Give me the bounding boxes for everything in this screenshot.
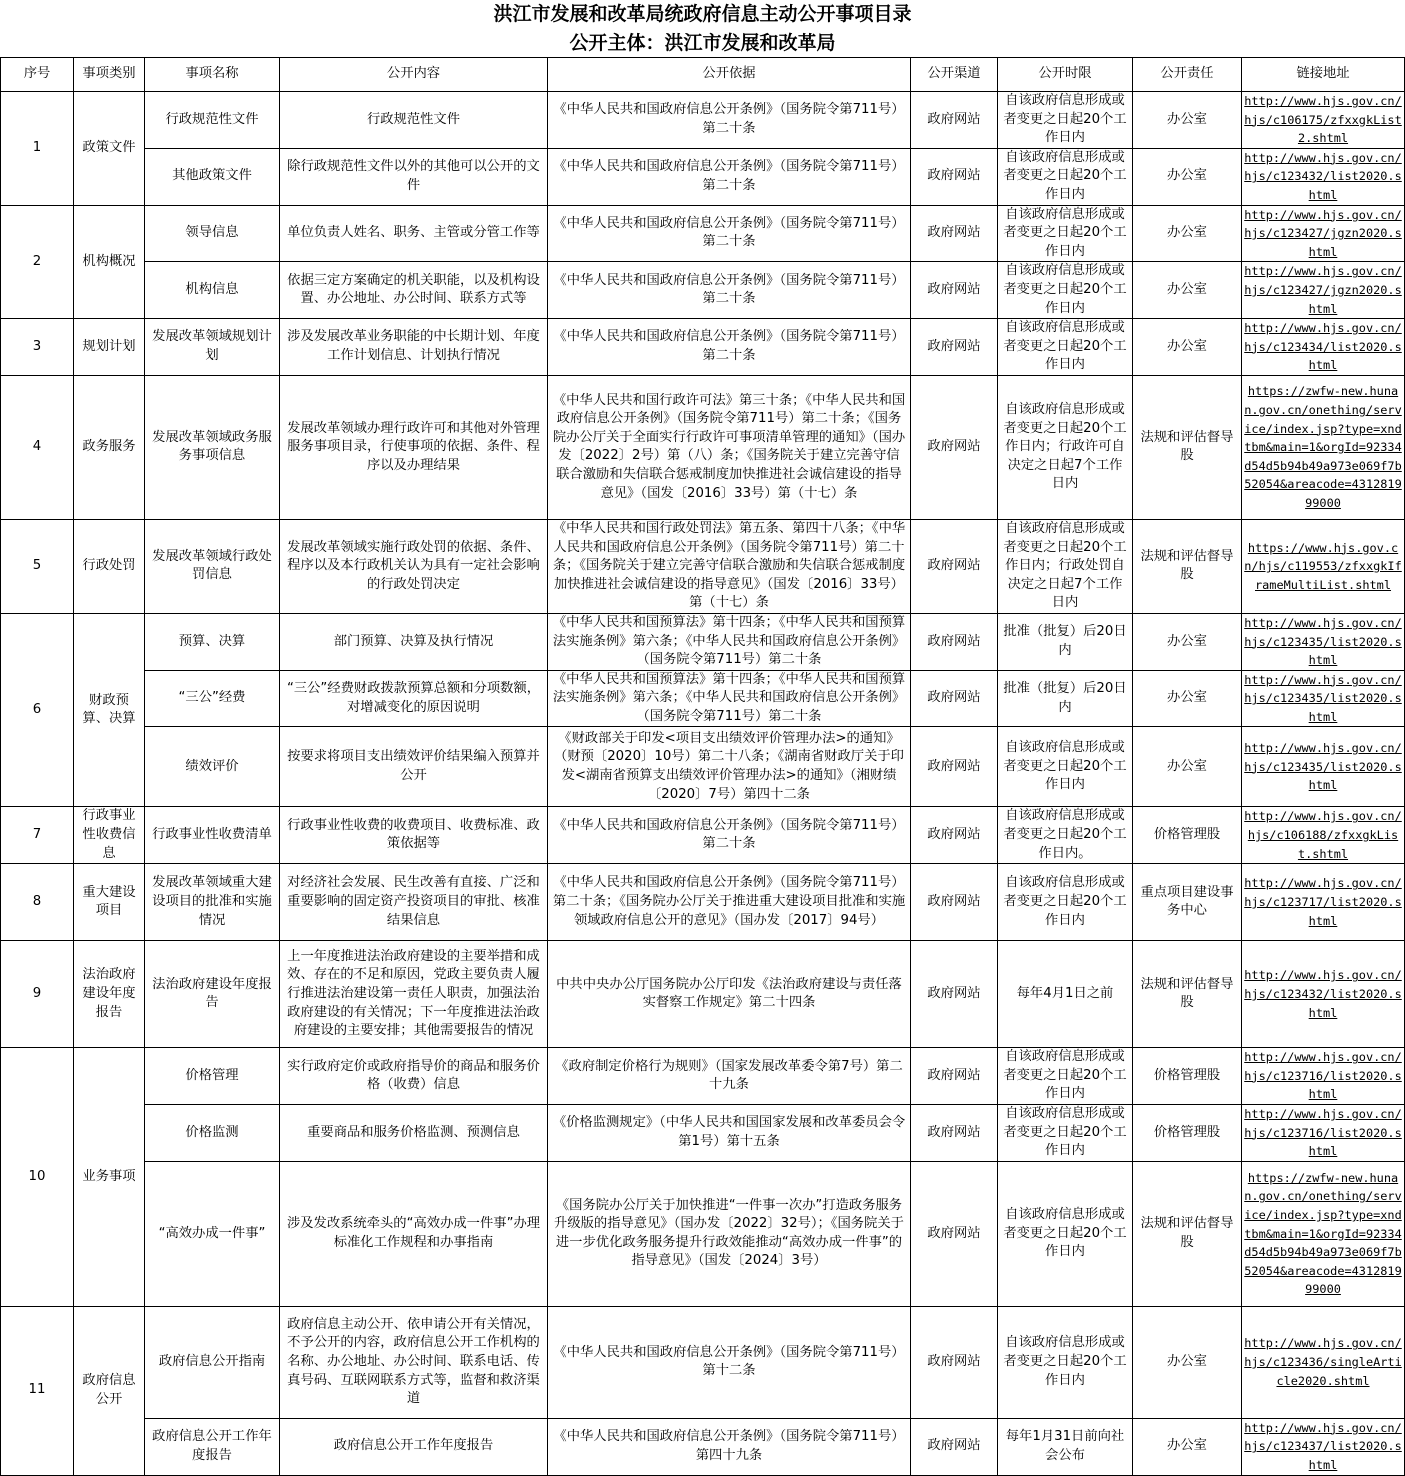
cell-channel: 政府网站 bbox=[911, 262, 998, 319]
cell-time-limit: 自该政府信息形成或者变更之日起20个工作日内 bbox=[998, 1105, 1133, 1162]
table-row bbox=[1, 727, 1405, 807]
cell-responsible: 法规和评估督导股 bbox=[1133, 941, 1242, 1048]
cell-basis: 《中华人民共和国政府信息公开条例》（国务院令第711号）第二十条；《国务院办公厅关于推进重大建设项目批准和实施领域政府信息公开的意见》（国办发〔2017〕94号） bbox=[548, 864, 911, 941]
cell-content: 部门预算、决算及执行情况 bbox=[280, 613, 548, 670]
cell-basis: 《中华人民共和国行政处罚法》第五条、第四十八条；《中华人民共和国政府信息公开条例》（国务院令第711号）第二十条；《国务院关于建立完善守信联合激励和失信联合惩戒制度加快推进社会诚信建设的指导意见》（国发〔2016〕33号）第（十七）条 bbox=[548, 519, 911, 613]
table-row bbox=[1, 1048, 1405, 1105]
link-url[interactable]: https://zwfw-new.hunan.gov.cn/onething/service/index.jsp?type=xndtbm&main=1&orgId=92334d54d5b94b49a973e069f7b52054&areacode=431281999000 bbox=[1244, 1170, 1402, 1297]
cell-link bbox=[1242, 864, 1405, 941]
link-url[interactable]: http://www.hjs.gov.cn/hjs/c123436/singleArticle2020.shtml bbox=[1244, 1336, 1402, 1388]
cell-responsible: 价格管理股 bbox=[1133, 1105, 1242, 1162]
cell-responsible: 法规和评估督导股 bbox=[1133, 1161, 1242, 1306]
table-row bbox=[1, 613, 1405, 670]
page-title: 洪江市发展和改革局统政府信息主动公开事项目录 bbox=[493, 3, 912, 25]
cell-item-name: 发展改革领域重大建设项目的批准和实施情况 bbox=[145, 864, 280, 941]
cell-no: 9 bbox=[1, 941, 74, 1048]
link-url[interactable]: http://www.hjs.gov.cn/hjs/c123716/list2020.shtml bbox=[1244, 1050, 1402, 1102]
cell-basis: 《中华人民共和国政府信息公开条例》（国务院令第711号）第二十条 bbox=[548, 262, 911, 319]
table-row bbox=[1, 205, 1405, 262]
cell-no: 2 bbox=[1, 205, 74, 319]
cell-content: “三公”经费财政拨款预算总额和分项数额，对增减变化的原因说明 bbox=[280, 670, 548, 727]
cell-responsible: 重点项目建设事务中心 bbox=[1133, 864, 1242, 941]
link-url[interactable]: https://www.hjs.gov.cn/hjs/c119553/zfxxgkIframeMultiList.shtml bbox=[1244, 540, 1402, 592]
cell-item-name: 预算、决算 bbox=[145, 613, 280, 670]
table-row bbox=[1, 375, 1405, 519]
cell-no: 6 bbox=[1, 613, 74, 807]
header-item-name: 事项名称 bbox=[145, 58, 280, 92]
cell-responsible: 办公室 bbox=[1133, 613, 1242, 670]
header-link: 链接地址 bbox=[1242, 58, 1405, 92]
link-url[interactable]: http://www.hjs.gov.cn/hjs/c106175/zfxxgkList2.shtml bbox=[1244, 94, 1402, 146]
cell-basis: 中共中央办公厅国务院办公厅印发《法治政府建设与责任落实督察工作规定》第二十四条 bbox=[548, 941, 911, 1048]
link-url[interactable]: https://zwfw-new.hunan.gov.cn/onething/service/index.jsp?type=xndtbm&main=1&orgId=92334d54d5b94b49a973e069f7b52054&areacode=431281999000 bbox=[1244, 384, 1402, 510]
cell-content: 涉及发展改革业务职能的中长期计划、年度工作计划信息、计划执行情况 bbox=[280, 319, 548, 376]
cell-time-limit: 批准（批复）后20日内 bbox=[998, 670, 1133, 727]
cell-responsible: 价格管理股 bbox=[1133, 1048, 1242, 1105]
cell-content: 除行政规范性文件以外的其他可以公开的文件 bbox=[280, 148, 548, 205]
link-url[interactable]: http://www.hjs.gov.cn/hjs/c106188/zfxxgkList.shtml bbox=[1244, 809, 1402, 861]
cell-channel: 政府网站 bbox=[911, 148, 998, 205]
cell-item-name: 价格监测 bbox=[145, 1105, 280, 1162]
table-row bbox=[1, 519, 1405, 613]
header-no: 序号 bbox=[1, 58, 74, 92]
cell-no: 5 bbox=[1, 519, 74, 613]
table-row bbox=[1, 262, 1405, 319]
header-content: 公开内容 bbox=[280, 58, 548, 92]
cell-channel: 政府网站 bbox=[911, 375, 998, 519]
cell-basis: 《国务院办公厅关于加快推进“一件事一次办”打造政务服务升级版的指导意见》（国办发〔2022〕32号）；《国务院关于进一步优化政务服务提升行政效能推动“高效办成一件事”的指导意见》（国发〔2024〕3号） bbox=[548, 1161, 911, 1306]
cell-content: 涉及发改系统牵头的“高效办成一件事”办理标准化工作规程和办事指南 bbox=[280, 1161, 548, 1306]
cell-link bbox=[1242, 613, 1405, 670]
cell-category: 政府信息公开 bbox=[74, 1306, 145, 1475]
cell-time-limit: 自该政府信息形成或者变更之日起20个工作日内 bbox=[998, 205, 1133, 262]
table-row bbox=[1, 1105, 1405, 1162]
table-row bbox=[1, 670, 1405, 727]
cell-no: 8 bbox=[1, 864, 74, 941]
cell-responsible: 法规和评估督导股 bbox=[1133, 519, 1242, 613]
cell-link bbox=[1242, 319, 1405, 376]
cell-responsible: 办公室 bbox=[1133, 205, 1242, 262]
cell-no: 1 bbox=[1, 92, 74, 206]
link-url[interactable]: http://www.hjs.gov.cn/hjs/c123435/list2020.shtml bbox=[1244, 615, 1402, 668]
cell-channel: 政府网站 bbox=[911, 1418, 998, 1475]
cell-category: 政策文件 bbox=[74, 92, 145, 206]
cell-item-name: 政府信息公开工作年度报告 bbox=[145, 1418, 280, 1475]
cell-link bbox=[1242, 807, 1405, 864]
link-url[interactable]: http://www.hjs.gov.cn/hjs/c123427/jgzn2020.shtml bbox=[1244, 264, 1402, 316]
cell-item-name: 价格管理 bbox=[145, 1048, 280, 1105]
link-url[interactable]: http://www.hjs.gov.cn/hjs/c123717/list2020.shtml bbox=[1244, 876, 1402, 928]
cell-link bbox=[1242, 205, 1405, 262]
page-subtitle: 公开主体：洪江市发展和改革局 bbox=[569, 32, 836, 54]
cell-category: 规划计划 bbox=[74, 319, 145, 376]
table-row bbox=[1, 319, 1405, 376]
title-block bbox=[0, 0, 1405, 57]
link-url[interactable]: http://www.hjs.gov.cn/hjs/c123435/list2020.shtml bbox=[1244, 672, 1402, 724]
cell-category: 法治政府建设年度报告 bbox=[74, 941, 145, 1048]
cell-item-name: 领导信息 bbox=[145, 205, 280, 262]
cell-time-limit: 自该政府信息形成或者变更之日起20个工作日内；行政处罚自决定之日起7个工作日内 bbox=[998, 519, 1133, 613]
table-row bbox=[1, 941, 1405, 1048]
cell-basis: 《中华人民共和国行政许可法》第三十条；《中华人民共和国政府信息公开条例》（国务院令第711号）第二十条；《国务院办公厅关于全面实行行政许可事项清单管理的通知》（国办发〔2022〕2号）第（八）条；《国务院关于建立完善守信联合激励和失信联合惩戒制度加快推进社会诚信建设的指导意见》（国发〔2016〕33号）第（十七）条 bbox=[548, 375, 911, 519]
cell-item-name: “三公”经费 bbox=[145, 670, 280, 727]
cell-basis: 《中华人民共和国政府信息公开条例》（国务院令第711号）第四十九条 bbox=[548, 1418, 911, 1475]
catalog-table bbox=[0, 57, 1405, 1476]
table-row bbox=[1, 1418, 1405, 1475]
cell-responsible: 价格管理股 bbox=[1133, 807, 1242, 864]
cell-channel: 政府网站 bbox=[911, 205, 998, 262]
cell-channel: 政府网站 bbox=[911, 1105, 998, 1162]
cell-category: 重大建设项目 bbox=[74, 864, 145, 941]
cell-link bbox=[1242, 670, 1405, 727]
cell-no: 10 bbox=[1, 1048, 74, 1307]
header-responsible: 公开责任 bbox=[1133, 58, 1242, 92]
cell-category: 政务服务 bbox=[74, 375, 145, 519]
link-url[interactable]: http://www.hjs.gov.cn/hjs/c123434/list2020.shtml bbox=[1244, 321, 1402, 373]
cell-content: 重要商品和服务价格监测、预测信息 bbox=[280, 1105, 548, 1162]
cell-time-limit: 自该政府信息形成或者变更之日起20个工作日内 bbox=[998, 727, 1133, 807]
cell-link bbox=[1242, 1161, 1405, 1306]
cell-basis: 《中华人民共和国政府信息公开条例》（国务院令第711号）第二十条 bbox=[548, 319, 911, 376]
cell-content: 按要求将项目支出绩效评价结果编入预算并公开 bbox=[280, 727, 548, 807]
cell-item-name: 行政规范性文件 bbox=[145, 92, 280, 149]
cell-time-limit: 自该政府信息形成或者变更之日起20个工作日内 bbox=[998, 262, 1133, 319]
cell-responsible: 办公室 bbox=[1133, 1306, 1242, 1418]
cell-basis: 《中华人民共和国政府信息公开条例》（国务院令第711号）第二十条 bbox=[548, 807, 911, 864]
cell-item-name: 行政事业性收费清单 bbox=[145, 807, 280, 864]
cell-basis: 《价格监测规定》（中华人民共和国国家发展和改革委员会令第1号）第十五条 bbox=[548, 1105, 911, 1162]
link-url[interactable]: http://www.hjs.gov.cn/hjs/c123427/jgzn2020.shtml bbox=[1244, 207, 1402, 259]
cell-time-limit: 自该政府信息形成或者变更之日起20个工作日内 bbox=[998, 319, 1133, 376]
cell-no: 11 bbox=[1, 1306, 74, 1475]
table-row bbox=[1, 92, 1405, 149]
cell-no: 3 bbox=[1, 319, 74, 376]
cell-time-limit: 自该政府信息形成或者变更之日起20个工作日内 bbox=[998, 1048, 1133, 1105]
header-row bbox=[1, 58, 1405, 92]
cell-category: 财政预算、决算 bbox=[74, 613, 145, 807]
header-time-limit: 公开时限 bbox=[998, 58, 1133, 92]
cell-channel: 政府网站 bbox=[911, 519, 998, 613]
table-row bbox=[1, 807, 1405, 864]
cell-content: 依据三定方案确定的机关职能，以及机构设置、办公地址、办公时间、联系方式等 bbox=[280, 262, 548, 319]
cell-content: 对经济社会发展、民生改善有直接、广泛和重要影响的固定资产投资项目的审批、核准结果信息 bbox=[280, 864, 548, 941]
cell-item-name: 其他政策文件 bbox=[145, 148, 280, 205]
cell-channel: 政府网站 bbox=[911, 1161, 998, 1306]
link-url[interactable]: http://www.hjs.gov.cn/hjs/c123437/list2020.shtml bbox=[1244, 1420, 1402, 1472]
cell-item-name: 法治政府建设年度报告 bbox=[145, 941, 280, 1048]
cell-link bbox=[1242, 375, 1405, 519]
link-url[interactable]: http://www.hjs.gov.cn/hjs/c123435/list2020.shtml bbox=[1244, 741, 1402, 793]
header-category: 事项类别 bbox=[74, 58, 145, 92]
cell-time-limit: 自该政府信息形成或者变更之日起20个工作日内 bbox=[998, 92, 1133, 149]
cell-responsible: 法规和评估督导股 bbox=[1133, 375, 1242, 519]
cell-category: 机构概况 bbox=[74, 205, 145, 319]
cell-channel: 政府网站 bbox=[911, 1048, 998, 1105]
cell-link bbox=[1242, 941, 1405, 1048]
table-row bbox=[1, 1161, 1405, 1306]
cell-time-limit: 自该政府信息形成或者变更之日起20个工作日内 bbox=[998, 864, 1133, 941]
cell-channel: 政府网站 bbox=[911, 670, 998, 727]
cell-time-limit: 每年4月1日之前 bbox=[998, 941, 1133, 1048]
cell-link bbox=[1242, 519, 1405, 613]
cell-content: 上一年度推进法治政府建设的主要举措和成效、存在的不足和原因，党政主要负责人履行推进法治建设第一责任人职责，加强法治政府建设的有关情况；下一年度推进法治政府建设的主要安排；其他需要报告的情况 bbox=[280, 941, 548, 1048]
cell-basis: 《中华人民共和国政府信息公开条例》（国务院令第711号）第十二条 bbox=[548, 1306, 911, 1418]
cell-link bbox=[1242, 1048, 1405, 1105]
cell-basis: 《中华人民共和国政府信息公开条例》（国务院令第711号）第二十条 bbox=[548, 148, 911, 205]
cell-category: 业务事项 bbox=[74, 1048, 145, 1307]
cell-time-limit: 批准（批复）后20日内 bbox=[998, 613, 1133, 670]
cell-item-name: “高效办成一件事” bbox=[145, 1161, 280, 1306]
cell-basis: 《财政部关于印发<项目支出绩效评价管理办法>的通知》（财预〔2020〕10号）第二十八条；《湖南省财政厅关于印发<湖南省预算支出绩效评价管理办法>的通知》（湘财绩〔2020〕7号）第四十二条 bbox=[548, 727, 911, 807]
cell-responsible: 办公室 bbox=[1133, 727, 1242, 807]
cell-item-name: 发展改革领域政务服务事项信息 bbox=[145, 375, 280, 519]
header-channel: 公开渠道 bbox=[911, 58, 998, 92]
cell-content: 实行政府定价或政府指导价的商品和服务价格（收费）信息 bbox=[280, 1048, 548, 1105]
cell-item-name: 绩效评价 bbox=[145, 727, 280, 807]
cell-basis: 《中华人民共和国政府信息公开条例》（国务院令第711号）第二十条 bbox=[548, 205, 911, 262]
link-url[interactable]: http://www.hjs.gov.cn/hjs/c123432/list2020.shtml bbox=[1244, 968, 1402, 1020]
cell-responsible: 办公室 bbox=[1133, 262, 1242, 319]
cell-category: 行政事业性收费信息 bbox=[74, 807, 145, 864]
cell-item-name: 发展改革领域规划计划 bbox=[145, 319, 280, 376]
cell-basis: 《中华人民共和国预算法》第十四条；《中华人民共和国预算法实施条例》第六条；《中华人民共和国政府信息公开条例》（国务院令第711号）第二十条 bbox=[548, 613, 911, 670]
cell-link bbox=[1242, 1418, 1405, 1475]
cell-content: 单位负责人姓名、职务、主管或分管工作等 bbox=[280, 205, 548, 262]
link-url[interactable]: http://www.hjs.gov.cn/hjs/c123716/list2020.shtml bbox=[1244, 1107, 1402, 1159]
header-basis: 公开依据 bbox=[548, 58, 911, 92]
cell-time-limit: 自该政府信息形成或者变更之日起20个工作日内 bbox=[998, 148, 1133, 205]
cell-responsible: 办公室 bbox=[1133, 670, 1242, 727]
cell-link bbox=[1242, 148, 1405, 205]
cell-basis: 《政府制定价格行为规则》（国家发展改革委令第7号）第二十九条 bbox=[548, 1048, 911, 1105]
cell-channel: 政府网站 bbox=[911, 1306, 998, 1418]
cell-channel: 政府网站 bbox=[911, 941, 998, 1048]
table-row bbox=[1, 1306, 1405, 1418]
cell-content: 政府信息公开工作年度报告 bbox=[280, 1418, 548, 1475]
cell-link bbox=[1242, 727, 1405, 807]
cell-item-name: 机构信息 bbox=[145, 262, 280, 319]
cell-channel: 政府网站 bbox=[911, 864, 998, 941]
cell-no: 4 bbox=[1, 375, 74, 519]
cell-link bbox=[1242, 1306, 1405, 1418]
cell-link bbox=[1242, 92, 1405, 149]
cell-link bbox=[1242, 1105, 1405, 1162]
cell-channel: 政府网站 bbox=[911, 613, 998, 670]
cell-time-limit: 自该政府信息形成或者变更之日起20个工作日内。 bbox=[998, 807, 1133, 864]
cell-time-limit: 自该政府信息形成或者变更之日起20个工作日内 bbox=[998, 1306, 1133, 1418]
cell-channel: 政府网站 bbox=[911, 727, 998, 807]
cell-responsible: 办公室 bbox=[1133, 92, 1242, 149]
cell-content: 行政事业性收费的收费项目、收费标准、政策依据等 bbox=[280, 807, 548, 864]
cell-channel: 政府网站 bbox=[911, 807, 998, 864]
cell-responsible: 办公室 bbox=[1133, 1418, 1242, 1475]
cell-no: 7 bbox=[1, 807, 74, 864]
link-url[interactable]: http://www.hjs.gov.cn/hjs/c123432/list2020.shtml bbox=[1244, 150, 1402, 202]
table-row bbox=[1, 864, 1405, 941]
cell-channel: 政府网站 bbox=[911, 319, 998, 376]
cell-time-limit: 自该政府信息形成或者变更之日起20个工作日内；行政许可自决定之日起7个工作日内 bbox=[998, 375, 1133, 519]
cell-item-name: 政府信息公开指南 bbox=[145, 1306, 280, 1418]
cell-time-limit: 每年1月31日前向社会公布 bbox=[998, 1418, 1133, 1475]
cell-responsible: 办公室 bbox=[1133, 148, 1242, 205]
cell-responsible: 办公室 bbox=[1133, 319, 1242, 376]
cell-basis: 《中华人民共和国预算法》第十四条；《中华人民共和国预算法实施条例》第六条；《中华人民共和国政府信息公开条例》（国务院令第711号）第二十条 bbox=[548, 670, 911, 727]
cell-link bbox=[1242, 262, 1405, 319]
cell-content: 发展改革领域实施行政处罚的依据、条件、程序以及本行政机关认为具有一定社会影响的行政处罚决定 bbox=[280, 519, 548, 613]
cell-content: 行政规范性文件 bbox=[280, 92, 548, 149]
cell-category: 行政处罚 bbox=[74, 519, 145, 613]
table-row bbox=[1, 148, 1405, 205]
cell-time-limit: 自该政府信息形成或者变更之日起20个工作日内 bbox=[998, 1161, 1133, 1306]
cell-item-name: 发展改革领域行政处罚信息 bbox=[145, 519, 280, 613]
cell-content: 政府信息主动公开、依申请公开有关情况，不予公开的内容，政府信息公开工作机构的名称、办公地址、办公时间、联系电话、传真号码、互联网联系方式等，监督和救济渠道 bbox=[280, 1306, 548, 1418]
cell-channel: 政府网站 bbox=[911, 92, 998, 149]
cell-content: 发展改革领域办理行政许可和其他对外管理服务事项目录，行使事项的依据、条件、程序以及办理结果 bbox=[280, 375, 548, 519]
cell-basis: 《中华人民共和国政府信息公开条例》（国务院令第711号）第二十条 bbox=[548, 92, 911, 149]
